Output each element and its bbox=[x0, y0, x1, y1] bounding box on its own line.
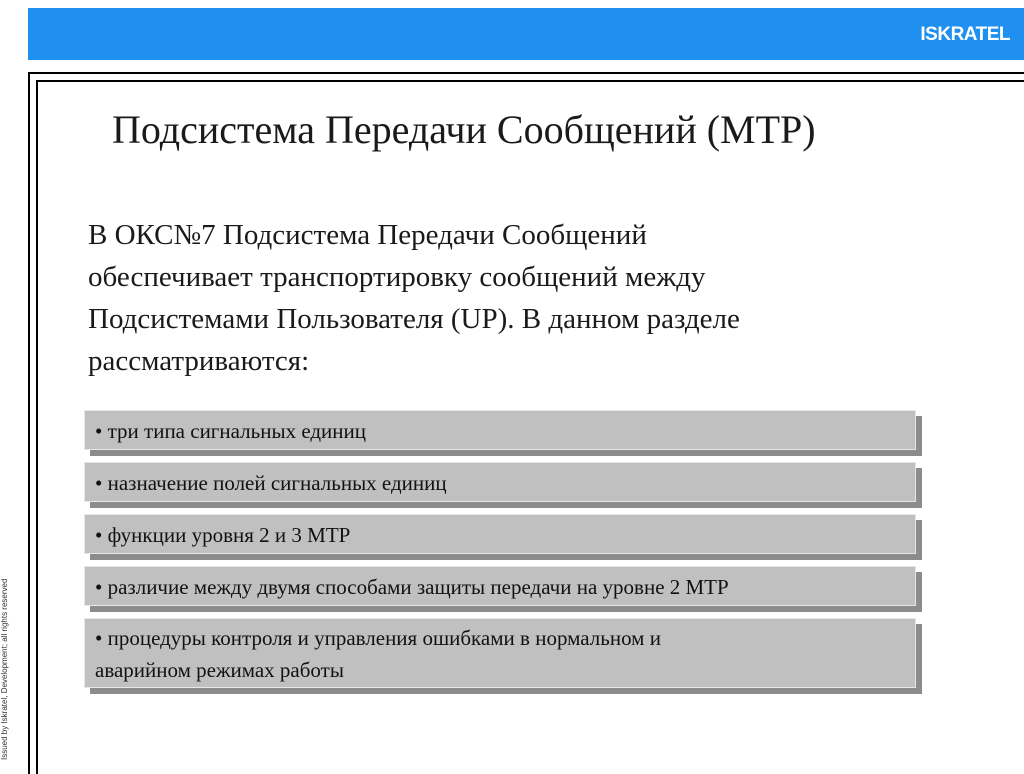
bullet-text: аварийном режимах работы bbox=[95, 658, 344, 682]
copyright-note: Issued by Iskratel, Development; all rights reserved bbox=[0, 578, 9, 760]
slide-title: Подсистема Передачи Сообщений (МТР) bbox=[112, 107, 816, 152]
intro-line: рассматриваются: bbox=[88, 345, 310, 377]
iskratel-logo: ISKRATEL bbox=[920, 24, 1010, 45]
bullet-text: • назначение полей сигнальных единиц bbox=[95, 471, 447, 495]
bullet-item bbox=[84, 410, 916, 450]
intro-line: обеспечивает транспортировку сообщений между bbox=[88, 261, 706, 293]
bullet-text: • процедуры контроля и управления ошибками в нормальном и bbox=[95, 626, 661, 650]
header-bar bbox=[28, 8, 1024, 60]
intro-line: В ОКС№7 Подсистема Передачи Сообщений bbox=[88, 219, 647, 251]
bullet-item bbox=[84, 566, 916, 606]
intro-line: Подсистемами Пользователя (UP). В данном разделе bbox=[88, 303, 740, 335]
bullet-item bbox=[84, 514, 916, 554]
bullet-item bbox=[84, 618, 916, 688]
bullet-text: • различие между двумя способами защиты передачи на уровне 2 МТР bbox=[95, 575, 729, 599]
bullet-text: • три типа сигнальных единиц bbox=[95, 419, 367, 443]
bullet-text: • функции уровня 2 и 3 МТР bbox=[95, 523, 351, 547]
intro-paragraph bbox=[88, 214, 888, 382]
bullet-item bbox=[84, 462, 916, 502]
